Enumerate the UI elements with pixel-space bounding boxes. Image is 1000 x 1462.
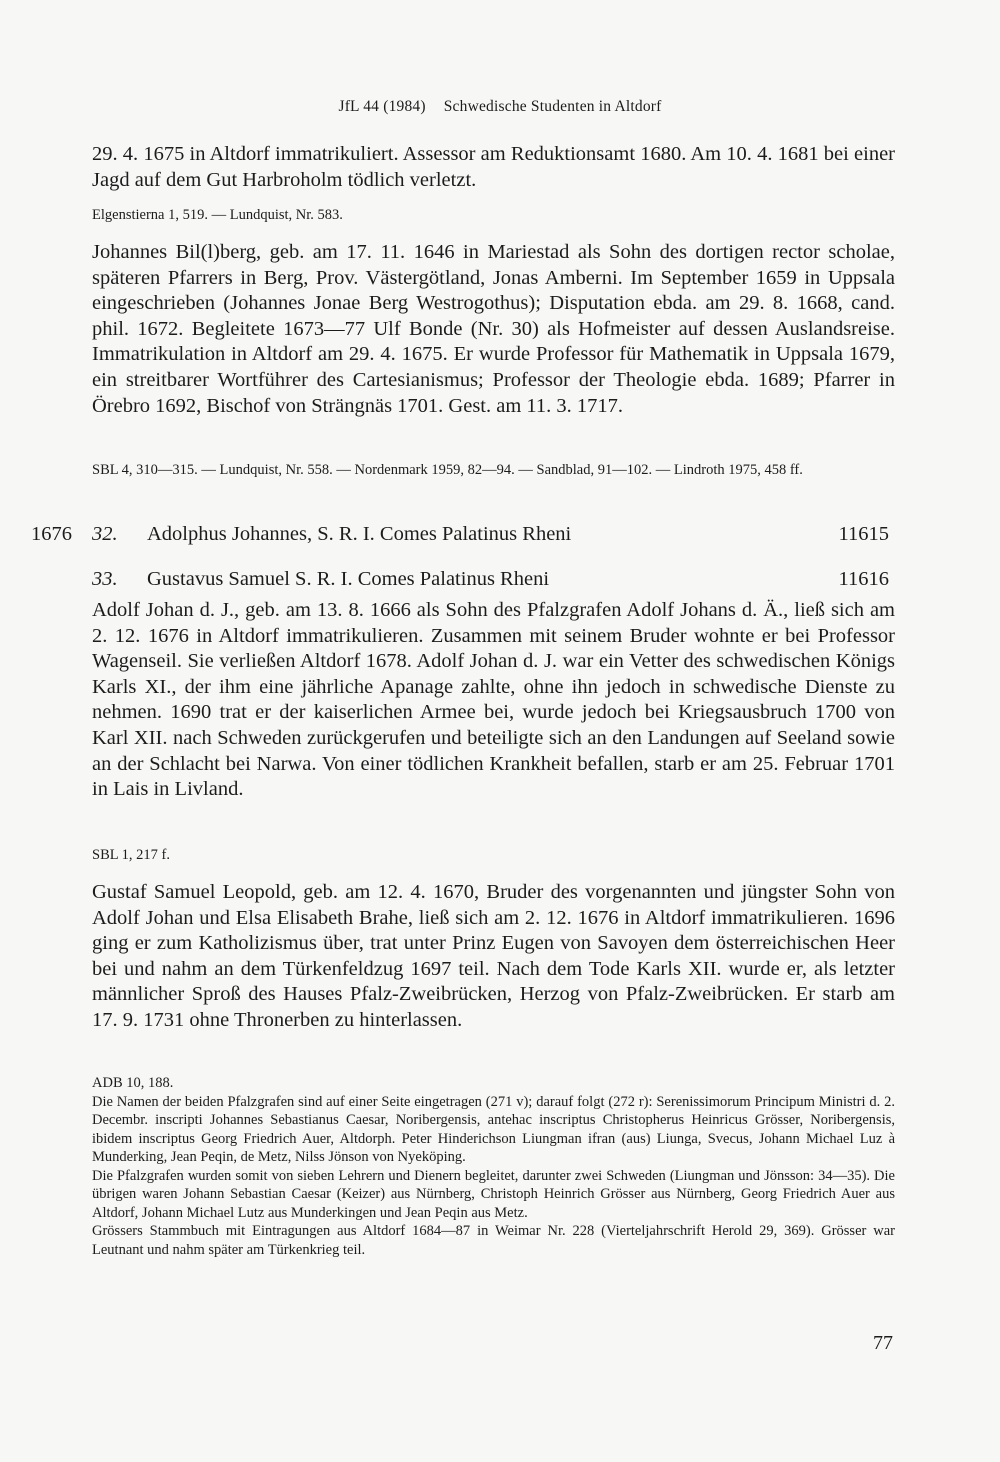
gustaf-samuel-biography: Gustaf Samuel Leopold, geb. am 12. 4. 1670, Bruder des vorgenannten und jüngster Sohn von Adolf Johan und Elsa Elisabeth Brahe, ließ sich am 2. 12. 1676 in Altdorf immatrikulieren. 1696 ging er zum Katholizismus über, trat unter Prinz Eugen von Savoyen dem österreichischen Heer bei und nahm an dem Türkenfeldzug 1697 teil. Nach dem Tode Karls XII. wurde er, als letzter männlicher Sproß des Hauses Pfalz-Zweibrücken, Herzog von Pfalz-Zweibrücken. Er starb am 17. 9. 1731 ohne Thronerben zu hinterlassen. [92, 881, 895, 1031]
adolf-johan-sources: SBL 1, 217 f. [92, 847, 171, 863]
entry-matriculation-number: 11616 [838, 568, 889, 590]
entry-year: 1676 [31, 523, 72, 545]
page-number: 77 [873, 1332, 893, 1354]
running-header [0, 98, 1000, 116]
footnote-source: ADB 10, 188. [92, 1075, 174, 1091]
footnote-paragraph: Grössers Stammbuch mit Eintragungen aus Altdorf 1684—87 in Weimar Nr. 228 (Vierteljahrschrift Herold 29, 369). Grösser war Leutnant und nahm später am Türkenkrieg teil. [92, 1223, 895, 1258]
bilberg-biography: Johannes Bil(l)berg, geb. am 17. 11. 1646 in Mariestad als Sohn des dortigen rector scholae, späteren Pfarrers in Berg, Prov. Västergötland, Jonas Amberni. Im September 1659 in Uppsala eingeschrieben (Johannes Jonae Berg Westrogothus); Disputation ebda. am 29. 8. 1668, cand. phil. 1672. Begleitete 1673—77 Ulf Bonde (Nr. 30) als Hofmeister auf dessen Auslandsreise. Immatrikulation in Altdorf am 29. 4. 1675. Er wurde Professor für Mathematik in Uppsala 1679, ein streitbarer Wortführer des Cartesianismus; Professor der Theologie ebda. 1689; Pfarrer in Örebro 1692, Bischof von Strängnäs 1701. Gest. am 11. 3. 1717. [92, 241, 895, 417]
footnote-paragraph: Die Pfalzgrafen wurden somit von sieben Lehrern und Dienern begleitet, darunter zwei Schweden (Liungman und Jönsson: 34—35). Die übrigen waren Johann Sebastian Caesar (Keizer) aus Nürnberg, Christoph Heinrich Grösser aus Nürnberg, Georg Friedrich Auer aus Altdorf, Johann Michael Lutz aus Munderkingen und Jean Peqin aus Metz. [92, 1167, 895, 1221]
entry-name: Adolphus Johannes, S. R. I. Comes Palatinus Rheni [147, 523, 572, 545]
entry-number: 33. [92, 568, 118, 590]
journal-citation: JfL 44 (1984) [338, 98, 426, 115]
bilberg-sources: SBL 4, 310—315. — Lundquist, Nr. 558. — Nordenmark 1959, 82—94. — Sandblad, 91—102. — Lindroth 1975, 458 ff. [92, 462, 803, 478]
entry-number: 32. [92, 523, 118, 545]
entry-continuation-sources: Elgenstierna 1, 519. — Lundquist, Nr. 583. [92, 207, 343, 223]
entry-name: Gustavus Samuel S. R. I. Comes Palatinus Rheni [147, 568, 550, 590]
adolf-johan-biography: Adolf Johan d. J., geb. am 13. 8. 1666 als Sohn des Pfalzgrafen Adolf Johans d. Ä., ließ sich am 2. 12. 1676 in Altdorf immatrikulieren. Zusammen mit seinem Bruder wohnte er bei Professor Wagenseil. Sie verließen Altdorf 1678. Adolf Johan d. J. war ein Vetter des schwedischen Königs Karls XI., der ihm eine jährliche Apanage zahlte, ohne ihn jedoch in schwedische Dienste zu nehmen. 1690 trat er der kaiserlichen Armee bei, wurde jedoch bei Kriegsausbruch 1700 von Karl XII. nach Schweden zurückgerufen und beteiligte sich an den Landungen auf Seeland sowie an der Schlacht bei Narwa. Von einer tödlichen Krankheit befallen, starb er am 25. Februar 1701 in Lais in Livland. [92, 599, 895, 801]
matriculation-entry [0, 565, 1000, 593]
footnote-paragraph: Die Namen der beiden Pfalzgrafen sind auf einer Seite eingetragen (271 v); darauf folgt (272 r): Serenissimorum Principum Ministri d. 2. Decembr. inscripti Johannes Sebastianus Caesar, Noribergensis, antehac inscriptus Christopherus Heinricus Grösser, Noribergensis, ibidem inscriptus Georg Friedrich Auer, Altdorph. Peter Hinderichson Liungman ifran (aus) Liunga, Svecus, Johann Michael Luz à Munderking, Jean Peqin, de Metz, Nilss Jönson von Nyeköping. [92, 1093, 895, 1165]
footnotes [92, 1074, 895, 1259]
matriculation-entry [0, 520, 1000, 548]
entry-matriculation-number: 11615 [838, 523, 889, 545]
entry-continuation-text: 29. 4. 1675 in Altdorf immatrikuliert. Assessor am Reduktionsamt 1680. Am 10. 4. 1681 bei einer Jagd auf dem Gut Harbroholm tödlich verletzt. [92, 143, 895, 191]
running-title: Schwedische Studenten in Altdorf [443, 98, 662, 115]
